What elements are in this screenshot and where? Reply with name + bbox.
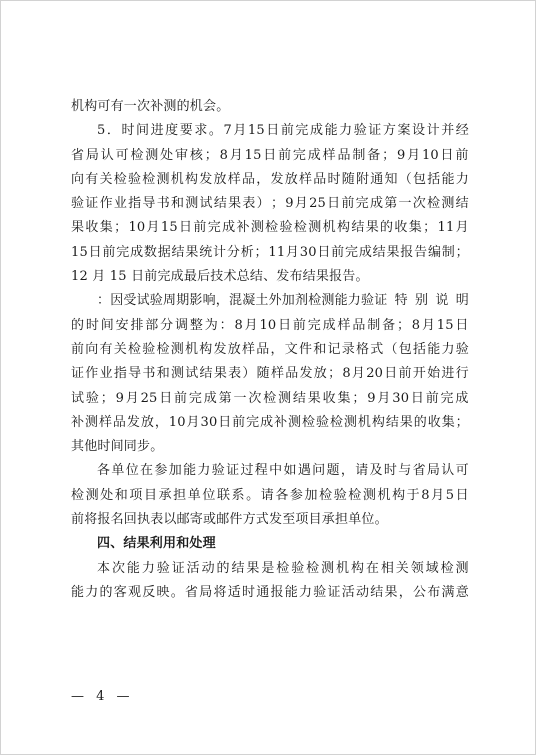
- text-line: 5 ． 时 间 进 度 要 求 。 7 月 15 日 前 完 成 能 力 验 证 方 案 设 计 并 经: [97, 123, 469, 139]
- page-number: — 4 —: [71, 689, 134, 704]
- text-line: 证 作 业 指 导 书 和 测 试 结 果 表 ） 随 样 品 发 放 ； 8 月 20 日 前 开 始 进 行: [71, 366, 469, 382]
- text-line: 补 测 样 品 发 放 ， 10 月 30 日 前 完 成 补 测 检 验 检 测 机 构 结 果 的 收 集 ；: [71, 414, 469, 430]
- text-line: 验 证 作 业 指 导 书 和 测 试 结 果 表 ） ； 9 月 25 日 前 完 成 第 一 次 检 测 结: [71, 196, 469, 212]
- text-line: 省 局 认 可 检 测 处 审 核 ； 8 月 15 日 前 完 成 样 品 制 备 ； 9 月 10 日 前: [71, 147, 469, 163]
- text-line: 能 力 的 客 观 反 映 。 省 局 将 适 时 通 报 能 力 验 证 活 动 结 果 ， 公 布 满 意: [71, 584, 469, 600]
- text-line: [71, 508, 469, 532]
- text-line: 的 时 间 安 排 部 分 调 整 为 ： 8 月 10 日 前 完 成 样 品 制 备 ； 8 月 15 日: [71, 317, 469, 333]
- line-text: 其他时间同步。: [71, 439, 164, 455]
- text-line: ：因受试验周期影响，混凝土外加剂检测能力验证 特 别 说 明: [71, 289, 469, 313]
- line-text: 机构可有一次补测的机会。: [71, 99, 230, 114]
- section-heading: [71, 532, 469, 556]
- text-line: 各 单 位 在 参 加 能 力 验 证 过 程 中 如 遇 问 题 ， 请 及 时 与 省 局 认 可: [97, 463, 469, 479]
- text-line: 15 日 前 完 成 数 据 结 果 统 计 分 析 ； 11 月 30 日 前 完 成 结 果 报 告 编 制 ；: [71, 244, 469, 260]
- text-line: 检 测 处 和 项 目 承 担 单 位 联 系 。 请 各 参 加 检 验 检 测 机 构 于 8 月 5 日: [71, 487, 469, 503]
- text-line: 果 收 集 ； 10 月 15 日 前 完 成 补 测 检 验 检 测 机 构 结 果 的 收 集 ； 11 月: [71, 220, 469, 236]
- text-line: 本 次 能 力 验 证 活 动 的 结 果 是 检 验 检 测 机 构 在 相 关 领 域 检 测: [97, 560, 469, 576]
- line-text: 四、结果利用和处理: [97, 536, 216, 552]
- line-text: 前将报名回执表以邮寄或邮件方式发至项目承担单位。: [71, 512, 388, 528]
- text-line: [71, 435, 469, 459]
- text-line: [71, 265, 469, 289]
- text-line: [71, 95, 469, 119]
- text-line: 前 向 有 关 检 验 检 测 机 构 发 放 样 品 ， 文 件 和 记 录 格 式 （ 包 括 能 力 验: [71, 341, 469, 357]
- line-text: 12 月 15 日前完成最后技术总结、发布结果报告。: [71, 269, 369, 285]
- text-line: 试 验 ； 9 月 25 日 前 完 成 第 一 次 检 测 结 果 收 集 ； 9 月 30 日 前 完 成: [71, 390, 469, 406]
- body-text: [71, 95, 469, 605]
- text-line: 向 有 关 检 验 检 测 机 构 发 放 样 品 ， 发 放 样 品 时 随 附 通 知 （ 包 括 能 力: [71, 171, 469, 187]
- line-text: ：因受试验周期影响，混凝土外加剂检测能力验证: [97, 293, 388, 309]
